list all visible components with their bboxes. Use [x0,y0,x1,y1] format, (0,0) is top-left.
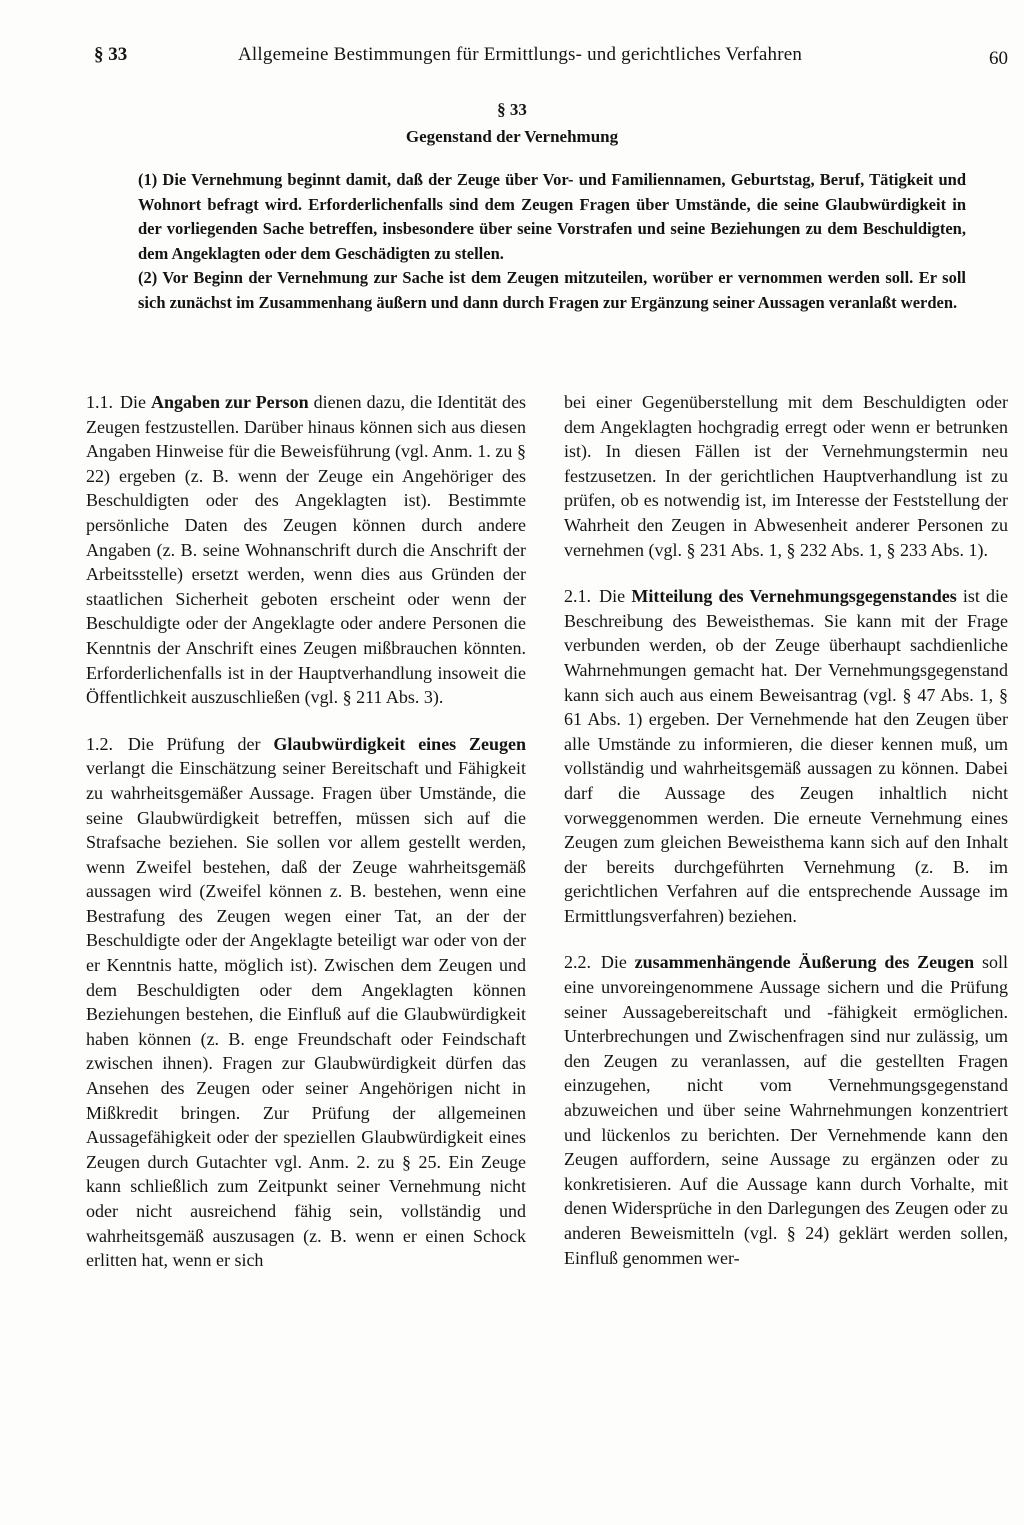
law-heading [0,96,1024,150]
note-intro: Die [599,586,626,607]
note-body: verlangt die Einschätzung seiner Bereitschaft und Fähigkeit zu wahrheitsgemäßer Aussage. Fragen über Umstände, die seine Glaubwürdigkeit betreffen, müssen sich auf die Strafsache beziehen. Sie sollen vor allem gestellt werden, wenn Zweifel bestehen, daß der Zeuge wahrheitsgemäß aussagen wird (Zweifel können z. B. bestehen, wenn eine Bestrafung des Zeugen wegen einer Tat, an der der Beschuldigte oder der Angeklagte beteiligt war oder von der er Kenntnis hatte, möglich ist). Zwischen dem Zeugen und dem Beschuldigten oder dem Angeklagten können Beziehungen bestehen, die Einfluß auf die Glaubwürdigkeit haben können (z. B. enge Freundschaft oder Feindschaft zwischen ihnen). Fragen zur Glaubwürdigkeit dürfen das Ansehen des Zeugen oder seiner Angehörigen nicht in Mißkredit bringen. Zur Prüfung der allgemeinen Aussagefähigkeit oder der speziellen Glaubwürdigkeit eines Zeugen durch Gutachter vgl. Anm. 2. zu § 25. Ein Zeuge kann schließlich zum Zeitpunkt seiner Vernehmung nicht oder nicht ausreichend fähig sein, vollständig und wahrheitsgemäß auszusagen (z. B. wenn er einen Schock erlitten hat, wenn er sich [86,758,526,1271]
note-term: zusammenhängende Äußerung des Zeugen [634,952,975,973]
note-intro: Die Prüfung der [127,733,261,754]
note-number: 1.2. [86,733,113,754]
header-title: Allgemeine Bestimmungen für Ermittlungs- und gerichtliches Verfahren [238,44,803,65]
note-number: 2.2. [564,952,591,973]
law-paragraph-2: (2) Vor Beginn der Vernehmung zur Sache ist dem Zeugen mitzuteilen, worüber er vernommen werden soll. Er soll sich zunächst im Zusammenhang äußern und dann durch Fragen zur Ergänzung seiner Aussagen veranlaßt werden. [138,268,966,312]
note-intro: Die [120,392,146,412]
note-body: dienen dazu, die Identität des Zeugen festzustellen. Darüber hinaus können sich aus diesen Angaben Hinweise für die Beweisführung (vgl. Anm. 1. zu § 22) ergeben (z. B. wenn der Zeuge ein Angehöriger des Beschuldigten oder des Angeklagten ist). Bestimmte persönliche Daten des Zeugen können durch andere Angaben (z. B. seine Wohnanschrift durch die Anschrift der Arbeitsstelle) ersetzt werden, wenn dies aus Gründen der staatlichen Sicherheit geboten erscheint oder wenn der Beschuldigte oder der Angeklagte oder andere Personen die Kenntnis der Anschrift eines Zeugen mißbrauchen könnten. Erforderlichenfalls ist in der Hauptverhandlung insoweit die Öffentlichkeit auszuschließen (vgl. § 211 Abs. 3). [86,392,527,708]
note-term: Mitteilung des Vernehmungsgegenstandes [631,586,957,607]
note-1-2-continued: bei einer Gegenüberstellung mit dem Beschuldigten oder dem Angeklagten hochgradig erregt oder wenn er betrunken ist). In diesen Fällen ist der Vernehmungstermin neu festzusetzen. In der gerichtlichen Hauptverhandlung ist zu prüfen, ob es notwendig ist, im Interesse der Feststellung der Wahrheit den Zeugen in Abwesenheit anderer Personen zu vernehmen (vgl. § 231 Abs. 1, § 232 Abs. 1, § 233 Abs. 1). [564,392,1008,560]
law-section-number: § 33 [497,100,527,119]
note-number: 2.1. [564,586,591,607]
commentary-right-column [564,390,1008,1292]
note-body: soll eine unvoreingenommene Aussage sichern und die Prüfung seiner Aussagebereitschaft und -fähigkeit ermöglichen. Unterbrechungen und Zwischenfragen sind nur zulässig, um den Zeugen zu veranlassen, auf die gestellten Fragen einzugehen, nicht vom Vernehmungsgegenstand abzuweichen und über seine Wahrnehmungen konzentriert und lückenlos zu berichten. Der Vernehmende kann den Zeugen auffordern, seine Aussage zu ergänzen oder zu konkretisieren. Auf die Aussage kann durch Vorhalte, mit denen Widersprüche in den Darlegungen des Zeugen oder zu anderen Beweismitteln (vgl. § 24) geklärt werden sollen, Einfluß genommen wer- [564,952,1009,1268]
note-1-2 [86,732,526,1273]
note-2-2 [564,950,1008,1270]
law-paragraph-1: (1) Die Vernehmung beginnt damit, daß der Zeuge über Vor- und Familiennamen, Geburtstag, Beruf, Tätigkeit und Wohnort befragt wird. Erforderlichenfalls sind dem Zeugen Fragen über Umstände, die seine Glaubwürdigkeit in der vorliegenden Sache betreffen, insbesondere über seine Vorstrafen und seine Beziehungen zu dem Beschuldigten, dem Angeklagten oder dem Geschädigten zu stellen. [138,170,966,263]
note-2-1 [564,584,1008,928]
header-section-number: § 33 [94,44,128,65]
note-term: Angaben zur Person [151,392,309,412]
page-number: 60 [989,48,1008,69]
running-header [86,44,1016,74]
commentary-left-column [86,390,526,1295]
note-1-1 [86,390,526,710]
note-term: Glaubwürdigkeit eines Zeugen [273,733,527,754]
law-text [138,168,966,315]
note-body: ist die Beschreibung des Beweisthemas. Sie kann mit der Frage verbunden werden, ob der Zeuge überhaupt sachdienliche Wahrnehmungen gemacht hat. Der Vernehmungsgegenstand kann sich auch aus einem Beweisantrag (vgl. § 47 Abs. 1, § 61 Abs. 1) ergeben. Der Vernehmende hat den Zeugen über alle Umstände zu informieren, die dieser kennen muß, um vollständig und wahrheitsgemäß aussagen zu können. Dabei darf die Aussage des Zeugen inhaltlich nicht vorweggenommen werden. Die erneute Vernehmung eines Zeugen zum gleichen Beweisthema kann sich auf den Inhalt der bereits durchgeführten Vernehmung (z. B. im gerichtlichen Verfahren auf die entsprechende Aussage im Ermittlungsverfahren) beziehen. [564,586,1009,926]
note-number: 1.1. [86,392,113,412]
law-section-title: Gegenstand der Vernehmung [405,127,619,146]
note-intro: Die [600,952,627,973]
